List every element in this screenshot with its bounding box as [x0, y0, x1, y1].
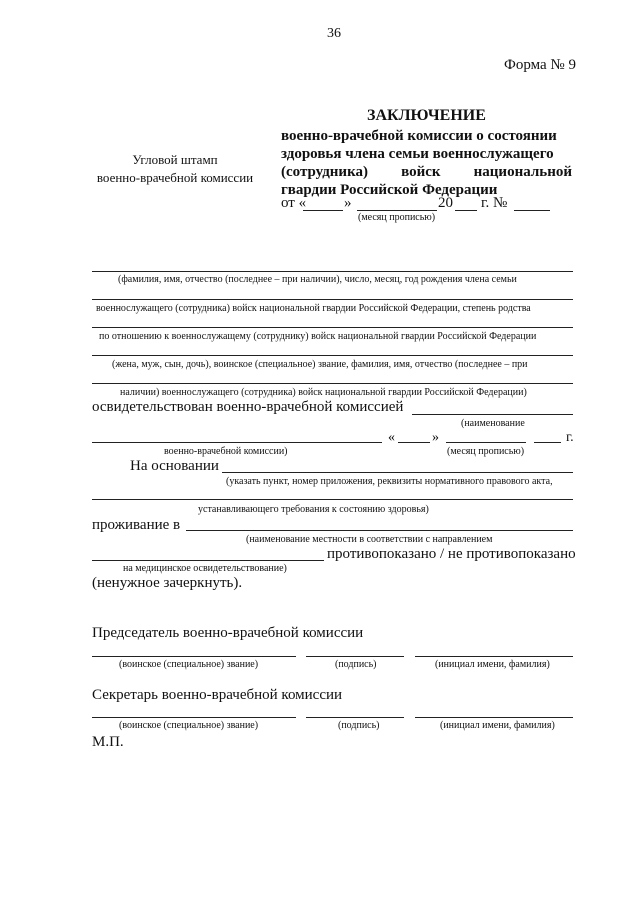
referral-caption: на медицинское освидетельствование) [123, 563, 287, 574]
date-year-field[interactable] [455, 210, 477, 211]
vvk-name-field[interactable] [412, 414, 573, 415]
basis-caption-2: устанавливающего требования к состоянию здоровья) [198, 504, 429, 515]
strike-note: (ненужное зачеркнуть). [92, 575, 243, 591]
family-line-4[interactable] [92, 355, 573, 356]
residence-text: проживание в [92, 517, 181, 533]
residence-field-2[interactable] [92, 560, 324, 561]
secretary-signature-caption: (подпись) [338, 720, 380, 731]
basis-caption-1: (указать пункт, номер приложения, реквизиты нормативного правового акта, [226, 476, 553, 487]
chairman-name-caption: (инициал имени, фамилия) [435, 659, 550, 670]
family-caption-4: (жена, муж, сын, дочь), воинское (специальное) звание, фамилия, имя, отчество (последнее – при [112, 359, 528, 370]
family-line-5[interactable] [92, 383, 573, 384]
basis-field[interactable] [222, 472, 573, 473]
form-label: Форма № 9 [504, 57, 576, 73]
exam-date-open: « [388, 430, 395, 445]
date-number-label: г. № [481, 195, 508, 211]
examined-text: освидетельствован военно-врачебной комиссией [92, 399, 404, 415]
date-caption: (месяц прописью) [358, 212, 436, 223]
secretary-name-caption: (инициал имени, фамилия) [440, 720, 555, 731]
vvk-name-caption: (наименование [461, 418, 525, 429]
secretary-rank-caption: (воинское (специальное) звание) [119, 720, 259, 731]
family-line-2[interactable] [92, 299, 573, 300]
corner-stamp [90, 151, 260, 187]
residence-field[interactable] [186, 530, 573, 531]
family-line-1[interactable] [92, 271, 573, 272]
exam-year-field[interactable] [534, 442, 561, 443]
exam-month-field[interactable] [446, 442, 526, 443]
secretary-name-field[interactable] [415, 717, 573, 718]
exam-date-close: » [432, 430, 439, 445]
basis-field-2[interactable] [92, 499, 573, 500]
vvk-caption: военно-врачебной комиссии) [164, 446, 288, 457]
title-line-3: (сотрудника) войск национальной [281, 164, 572, 180]
family-line-3[interactable] [92, 327, 573, 328]
chairman-rank-caption: (воинское (специальное) звание) [119, 659, 259, 670]
vvk-name-field-2[interactable] [92, 442, 382, 443]
chairman-signature-caption: (подпись) [335, 659, 377, 670]
family-caption-1: (фамилия, имя, отчество (последнее – при наличии), число, месяц, год рождения члена семьи [118, 274, 517, 285]
title-line-2: здоровья члена семьи военнослужащего [281, 146, 554, 162]
family-caption-3: по отношению к военнослужащему (сотруднику) войск национальной гвардии Российской Федерации [99, 331, 537, 342]
basis-text: На основании [130, 458, 219, 474]
secretary-rank-field[interactable] [92, 717, 296, 718]
chairman-rank-field[interactable] [92, 656, 296, 657]
page-number: 36 [327, 26, 341, 41]
exam-day-field[interactable] [398, 442, 430, 443]
title-line-1: военно-врачебной комиссии о состоянии [281, 128, 557, 144]
title-block [281, 127, 572, 199]
secretary-title: Секретарь военно-врачебной комиссии [92, 687, 343, 703]
residence-caption: (наименование местности в соответствии с направлением [246, 534, 493, 545]
date-day-field[interactable] [303, 210, 343, 211]
exam-month-caption: (месяц прописью) [447, 446, 525, 457]
family-caption-2: военнослужащего (сотрудника) войск национальной гвардии Российской Федерации, степень родства [96, 303, 531, 314]
family-caption-5: наличии) военнослужащего (сотрудника) войск национальной гвардии Российской Федерации) [120, 387, 527, 398]
date-close-quote: » [344, 195, 352, 211]
exam-year-suffix: г. [566, 430, 574, 445]
chairman-name-field[interactable] [415, 656, 573, 657]
chairman-signature-field[interactable] [306, 656, 404, 657]
seal-place: М.П. [92, 734, 124, 750]
date-month-field[interactable] [357, 210, 437, 211]
contraindication-text: противопоказано / не противопоказано [327, 546, 576, 562]
document-heading: ЗАКЛЮЧЕНИЕ [367, 107, 486, 124]
secretary-signature-field[interactable] [306, 717, 404, 718]
chairman-title: Председатель военно-врачебной комиссии [92, 625, 364, 641]
stamp-line-2: военно-врачебной комиссии [96, 170, 254, 185]
stamp-line-1: Угловой штамп [132, 152, 218, 167]
title-line-4: гвардии Российской Федерации [281, 182, 498, 198]
document-number-field[interactable] [514, 210, 550, 211]
date-year-prefix: 20 [438, 195, 453, 211]
date-from-label: от « [281, 195, 307, 211]
